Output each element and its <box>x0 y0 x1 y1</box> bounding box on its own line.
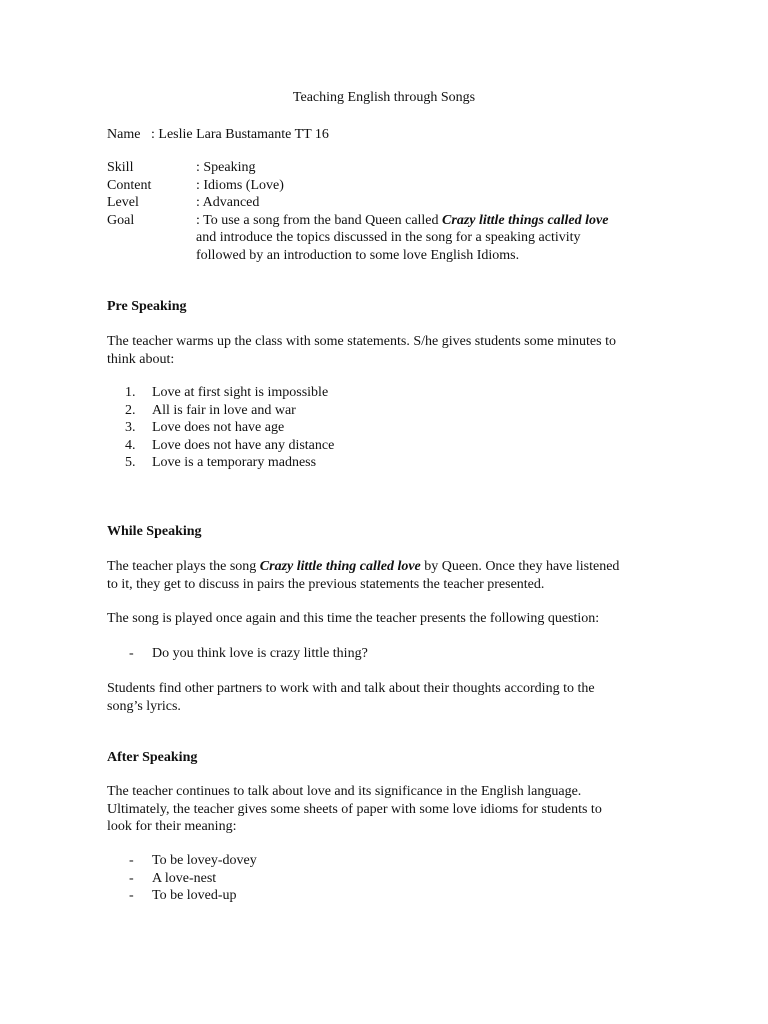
goal-row <box>107 212 667 230</box>
while-speaking-p1-line-2: to it, they get to discuss in pairs the previous statements the teacher presented. <box>107 576 545 592</box>
dash-bullet: - <box>129 853 134 868</box>
idiom-text: To be loved-up <box>152 888 237 903</box>
skill-label: Skill <box>107 160 134 175</box>
statement-text: Love is a temporary madness <box>152 455 317 470</box>
statement-text: Love does not have age <box>152 420 285 435</box>
pre-speaking-intro-line-2: think about: <box>107 351 175 367</box>
lesson-info <box>107 159 667 264</box>
name-row <box>107 126 329 143</box>
name-label: Name <box>107 127 141 142</box>
after-speaking-heading: After Speaking <box>107 750 198 765</box>
statement-list <box>107 384 667 472</box>
name-value: : Leslie Lara Bustamante TT 16 <box>151 127 329 142</box>
idiom-text: To be lovey-dovey <box>152 853 257 868</box>
while-speaking-paragraph-2 <box>107 610 667 628</box>
question-item <box>107 645 667 663</box>
level-row <box>107 194 667 212</box>
question-list <box>107 645 667 663</box>
statement-item <box>107 384 667 402</box>
level-label: Level <box>107 195 139 210</box>
idiom-item <box>107 870 667 888</box>
idiom-item <box>107 887 667 905</box>
after-speaking-line-2: Ultimately, the teacher gives some sheets of paper with some love idioms for students to <box>107 801 602 817</box>
idiom-text: A love-nest <box>152 870 217 886</box>
pre-speaking-intro-line-1: The teacher warms up the class with some statements. S/he gives students some minutes to <box>107 334 616 349</box>
p1-text-end: by Queen. Once they have listened <box>420 559 620 574</box>
goal-line-3: followed by an introduction to some love English Idioms. <box>196 247 520 263</box>
goal-label: Goal <box>107 212 135 228</box>
while-speaking-p1-line-1 <box>107 558 667 576</box>
level-value: : Advanced <box>196 195 260 210</box>
list-number: 1. <box>125 385 136 400</box>
dash-bullet: - <box>129 870 134 886</box>
p1-text-start: The teacher plays the song <box>107 559 260 574</box>
skill-row <box>107 159 667 177</box>
idiom-item <box>107 852 667 870</box>
goal-text-start: : To use a song from the band Queen called <box>196 212 443 228</box>
goal-line-2: and introduce the topics discussed in the song for a speaking activity <box>196 230 581 245</box>
document-title: Teaching English through Songs <box>292 90 476 105</box>
question-text: Do you think love is crazy little thing? <box>152 646 368 661</box>
while-speaking-p2-line: The song is played once again and this time the teacher presents the following question: <box>107 611 600 626</box>
while-speaking-paragraph-1 <box>107 558 667 593</box>
list-number: 3. <box>125 420 136 435</box>
while-speaking-p3-line-1: Students find other partners to work with and talk about their thoughts according to the <box>107 681 595 696</box>
statement-item <box>107 419 667 437</box>
while-speaking-paragraph-3 <box>107 680 667 715</box>
list-number: 2. <box>125 402 136 418</box>
statement-text: Love does not have any distance <box>152 437 335 453</box>
dash-bullet: - <box>129 888 134 903</box>
while-speaking-heading: While Speaking <box>107 524 202 539</box>
statement-item <box>107 454 667 472</box>
pre-speaking-heading: Pre Speaking <box>107 299 187 314</box>
song-title: Crazy little thing called love <box>259 559 421 574</box>
after-speaking-paragraph <box>107 783 667 836</box>
after-speaking-line-1: The teacher continues to talk about love and its significance in the English language. <box>107 784 582 799</box>
dash-bullet: - <box>129 646 134 661</box>
after-speaking-line-3: look for their meaning: <box>107 819 237 834</box>
content-value: : Idioms (Love) <box>196 177 284 193</box>
idiom-list <box>107 852 667 905</box>
statement-item <box>107 437 667 455</box>
pre-speaking-intro <box>107 333 667 368</box>
statement-text: Love at first sight is impossible <box>152 385 329 400</box>
while-speaking-p3-line-2: song’s lyrics. <box>107 698 181 714</box>
goal-song-title: Crazy little things called love <box>442 212 609 228</box>
skill-value: : Speaking <box>196 160 256 175</box>
statement-text: All is fair in love and war <box>152 402 296 418</box>
content-row <box>107 177 667 195</box>
statement-item <box>107 402 667 420</box>
list-number: 4. <box>125 437 136 453</box>
list-number: 5. <box>125 455 136 470</box>
content-label: Content <box>107 177 152 193</box>
